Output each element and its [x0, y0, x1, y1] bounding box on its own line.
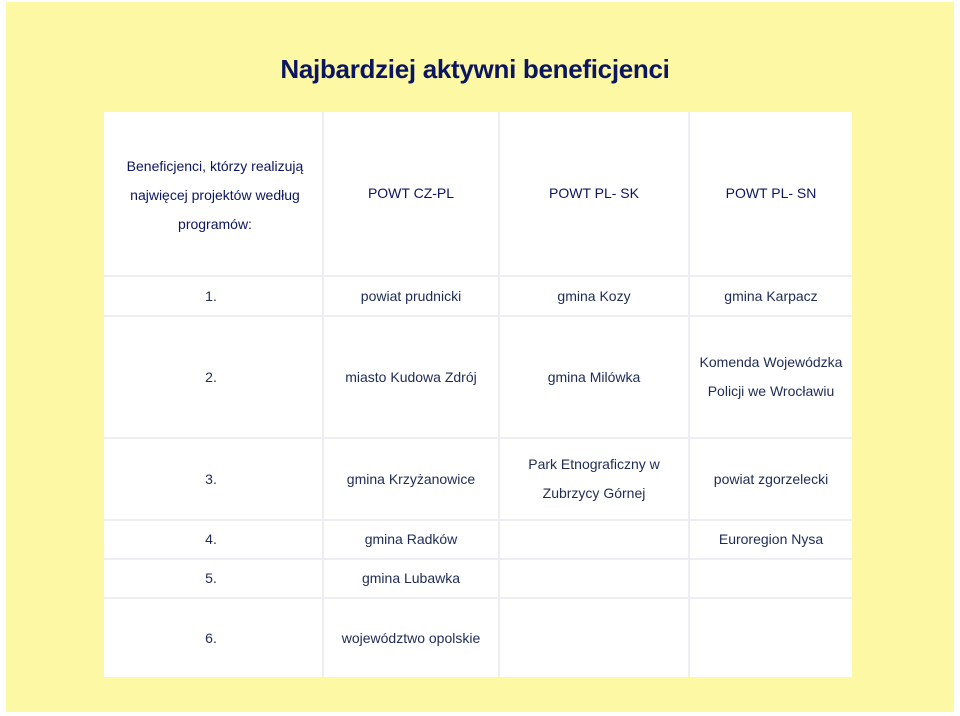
cell-cz-pl [324, 317, 498, 437]
header-label-line: najwięcej projektów według [130, 187, 300, 203]
cell-line: gmina Milówka [547, 368, 641, 385]
cell-pl-sk [500, 317, 688, 437]
header-label-line: programów: [178, 216, 252, 232]
cell-pl-sn [690, 521, 852, 558]
cell-line: gmina Krzyżanowice [346, 470, 476, 487]
row-number: 5. [104, 560, 322, 597]
row-number: 6. [104, 599, 322, 677]
cell-line: powiat zgorzelecki [713, 470, 829, 487]
cell-line: Euroregion Nysa [718, 531, 824, 547]
cell-line: gmina Radków [364, 531, 458, 547]
cell-line: gmina Kozy [557, 287, 631, 304]
header-label-line: Beneficjenci, którzy realizują [126, 158, 304, 174]
cell-pl-sn [690, 439, 852, 519]
row-number: 4. [104, 521, 322, 558]
cell-line: miasto Kudowa Zdrój [345, 368, 477, 385]
cell-pl-sk [500, 277, 688, 315]
cell-pl-sn-empty [690, 599, 852, 677]
slide-background [6, 2, 954, 712]
cell-pl-sk-empty [500, 521, 688, 558]
cell-pl-sk [500, 439, 688, 519]
header-label-cell [104, 112, 322, 275]
row-number: 3. [104, 439, 322, 519]
row-number: 2. [104, 317, 322, 437]
cell-line: Zubrzycy Górnej [542, 485, 646, 501]
beneficiaries-table [104, 112, 852, 676]
cell-cz-pl [324, 439, 498, 519]
cell-line: gmina Lubawka [361, 570, 461, 586]
cell-cz-pl [324, 599, 498, 677]
cell-cz-pl [324, 277, 498, 315]
cell-line: gmina Karpacz [724, 287, 818, 304]
cell-pl-sk-empty [500, 599, 688, 677]
header-pl-sk: POWT PL- SK [500, 112, 688, 275]
cell-cz-pl [324, 521, 498, 558]
cell-pl-sn [690, 317, 852, 437]
header-pl-sn: POWT PL- SN [690, 112, 852, 275]
row-number: 1. [104, 277, 322, 315]
page-title: Najbardziej aktywni beneficjenci [280, 54, 670, 84]
cell-pl-sk-empty [500, 560, 688, 597]
header-cz-pl: POWT CZ-PL [324, 112, 498, 275]
cell-pl-sn-empty [690, 560, 852, 597]
cell-cz-pl [324, 560, 498, 597]
cell-line: Komenda Wojewódzka [699, 354, 843, 370]
cell-line: Policji we Wrocławiu [707, 383, 835, 399]
cell-line: województwo opolskie [341, 629, 481, 646]
cell-line: Park Etnograficzny w [528, 456, 660, 472]
cell-line: powiat prudnicki [360, 287, 462, 304]
cell-pl-sn [690, 277, 852, 315]
